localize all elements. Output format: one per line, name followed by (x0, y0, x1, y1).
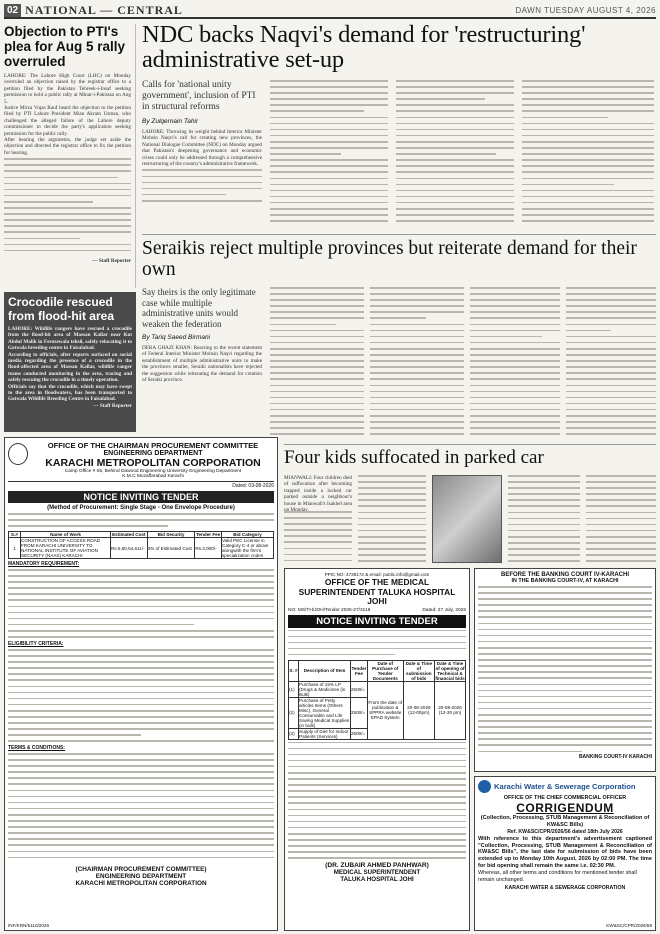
kmc-dated: Dated: 03-08-2026 (232, 483, 274, 489)
kmc-ad-header (8, 441, 274, 482)
four-kids-photo (432, 475, 502, 563)
ms-cell-sn-3: (3) (289, 728, 299, 739)
ms-cell-sn-1: (1) (289, 681, 299, 697)
lead-headline: NDC backs Naqvi's demand for 'restructuring' administrative set-up (142, 21, 586, 73)
ms-ref-row (288, 608, 466, 613)
lead-column-2 (270, 80, 388, 228)
kmc-mandatory-heading: MANDATORY REQUIREMENT: (8, 561, 80, 567)
kmc-cell-fee: Rs.3,000/- (195, 538, 222, 559)
kmc-th-cost: Estimated Cost (112, 532, 146, 537)
lead-deck: Calls for 'national unity government', inclusion of PTI in structural reforms (142, 80, 256, 112)
crocodile-body: LAHORE: Wildlife rangers have rescued a crocodile from the flood-hit area of Massan Kallar near Kot Abdul Malik in Ferozewala tehsil, safely relocating it to Gatwala breeding centre in Faisalabad. (8, 326, 132, 352)
crocodile-box (4, 292, 136, 432)
ms-signature-block (288, 862, 466, 883)
bank-court-sign: BANKING COURT-IV KARACHI (578, 754, 652, 760)
seraiki-column-3 (370, 287, 464, 441)
left-story-byline: — Staff Reporter (92, 258, 131, 265)
seraiki-column-4 (470, 287, 560, 441)
kwsc-footer: KW&SC/CPR/2026/58 (606, 923, 652, 928)
ms-no: NO: MS/TH/JOH/Tender 2026-27/3119 (288, 607, 371, 613)
kmc-cell-sn: 1 (9, 538, 21, 559)
section-title: NATIONAL — CENTRAL (25, 2, 183, 17)
bank-court-ad (474, 568, 656, 772)
ms-th-fee: Tender Fee (351, 660, 368, 681)
seraiki-story (142, 234, 656, 444)
seraiki-deck: Say theirs is the only legitimate case while multiple administrative units would weaken the federation (142, 287, 256, 329)
left-story-headline: Objection to PTI's plea for Aug 5 rally overruled (4, 24, 126, 69)
kwsc-signer: KARACHI WATER & SEWERAGE CORPORATION (504, 884, 626, 891)
kmc-intro-text (8, 513, 274, 529)
seraiki-deck-column (142, 287, 262, 383)
kmc-eligibility-text (8, 649, 274, 745)
kmc-th-work: Name of Work (21, 532, 111, 538)
kmc-th-category: Bid Category (222, 532, 274, 538)
ms-signer-title: MEDICAL SUPERINTENDENT (333, 868, 421, 876)
kwsc-logo (478, 780, 491, 793)
kmc-mandatory-text (8, 569, 274, 641)
ms-table-header-row (289, 660, 466, 681)
ms-cell-sn-2: (2) (289, 697, 299, 728)
table-row (9, 538, 274, 559)
lead-column-4 (522, 80, 654, 228)
ms-cell-desc-3: Supply of Diet for Indoor Patients (Services) (299, 728, 349, 739)
kwsc-office: OFFICE OF THE CHIEF COMMERCIAL OFFICER (503, 795, 627, 801)
lead-body: LAHORE: Throwing its weight behind Interior Minister Mohsin Naqvi's call for creating new provinces, the National Dialogue Committee (NDC) on Monday argued that Pakistan's deepening governance and economic crises could only be addressed through a comprehensive restructuring of the country's administrative framework. (142, 129, 262, 168)
ms-date: Dated: 27 July, 2026 (422, 607, 466, 613)
ms-office: OFFICE OF THE MEDICAL SUPERINTENDENT TALUKA HOSPITAL JOHI (298, 577, 456, 606)
kmc-office: OFFICE OF THE CHAIRMAN PROCUREMENT COMMITTEE (47, 441, 259, 450)
four-kids-col-1-more (284, 511, 352, 565)
seraiki-column-5 (566, 287, 656, 441)
four-kids-story (284, 444, 656, 566)
kmc-ref: INF/KRN/5110/2026 (8, 923, 50, 928)
lead-byline: By Zulqernain Tahir (142, 118, 199, 125)
lead-story (142, 22, 656, 230)
ms-th-desc: Description of Item (299, 660, 351, 681)
kmc-dept: ENGINEERING DEPARTMENT (103, 450, 203, 457)
kmc-th-security: Bid Security (147, 532, 195, 538)
bank-title: BEFORE THE BANKING COURT IV-KARACHI (500, 572, 629, 578)
seraiki-headline: Seraikis reject multiple provinces but reiterate demand for their own (142, 238, 637, 280)
ms-ppic: PPIC NO: 4739172 & email: public.info@gmail.com (324, 572, 430, 577)
kwsc-header (478, 780, 652, 793)
left-story-more-text (4, 158, 131, 258)
ms-cell-fee-3: 2500/= (351, 728, 368, 739)
kwsc-body2: Whereas, all other terms and conditions for mentioned tender shall remain unchanged. (478, 870, 637, 883)
crocodile-p3: Officials say that the crocodile, which may have swept to the area in floodwaters, has been transported to Gatwala Wildlife Breeding Centre in Faisalabad. (8, 383, 132, 403)
ms-cell-fee-1: 2500/= (351, 681, 368, 697)
four-kids-headline: Four kids suffocated in parked car (284, 447, 544, 468)
kmc-signature-block (8, 866, 274, 887)
crocodile-p2: According to officials, after reports surfaced on social media regarding the presence of a crocodile in the flood-affected area of Massan Kallar, wildlife ranger teams conducted monitoring in the area, tracing and safely rescuing the crocodile in a timely operation. (8, 351, 132, 384)
ms-cell-opening: 20-08-2026 (12-30 pm) (435, 681, 466, 739)
ms-intro-text (288, 630, 466, 658)
table-row (289, 681, 466, 697)
kmc-cell-category: Valid PEC License in Category C-4 or above alongwith the firm's specialization codes (222, 538, 274, 559)
kmc-address: Camp Office # 05, Behind Dawood Engineering University Engineering Department (64, 469, 242, 474)
paper-dateline: DAWN TUESDAY AUGUST 4, 2026 (515, 5, 656, 15)
kmc-logo (8, 443, 28, 465)
crocodile-headline: Crocodile rescued from flood-hit area (8, 295, 115, 323)
lead-deck-column (142, 80, 262, 209)
kmc-cell-work: CONSTRUCTION OF ACCESS ROAD FROM KARACHI UNIVERSITY TO NATIONAL INSTITUTE OF AVIATION SECURITY (NAAS) KARACHI (21, 538, 111, 559)
kmc-city: K.M.C Muzaffarabad Karachi (122, 474, 184, 479)
kwsc-title: CORRIGENDUM (516, 801, 614, 815)
ms-tender-ad (284, 568, 470, 931)
kmc-eligibility-heading: ELIGIBILITY CRITERIA: (8, 641, 64, 647)
kmc-signature-title: (CHAIRMAN PROCUREMENT COMMITTEE) (75, 866, 207, 873)
kwsc-ref: Ref. KW&SC/CPR/2026/56 dated 18th July 2026 (507, 829, 623, 836)
kmc-th-fee: Tender Fee (196, 532, 221, 537)
seraiki-column-2 (270, 287, 364, 441)
bank-sub: IN THE BANKING COURT-IV, AT KARACHI (511, 578, 619, 584)
ms-conditions-text (288, 742, 466, 860)
kwsc-org: Karachi Water & Sewerage Corporation (494, 782, 636, 791)
kmc-tender-ad (4, 437, 278, 931)
crocodile-byline: — Staff Reporter (93, 402, 132, 409)
four-kids-body: MIANWALI: Four children died of suffocation after becoming trapped inside a locked car parked outside a neighbour's house in Mianwali's Isakhel area (284, 475, 352, 507)
left-story-p3: After hearing the arguments, the judge set aside the objection and directed the registrar office to fix the petition for hearing. (4, 137, 131, 156)
ms-th-sn: S. # (289, 660, 299, 681)
kmc-signature-dept: ENGINEERING DEPARTMENT (95, 873, 187, 880)
left-story-p2: Justice Mirza Viqas Rauf heard the objection to the petition filed by PTI Lahore President Mian Akram Usman, who challenged the alleged failure of the Lahore deputy commissioner to decide the party's application seeking permission for the public rally. (4, 105, 131, 137)
left-story (4, 24, 136, 288)
kmc-cell-security: 3% of Estimated Cost (147, 538, 195, 559)
ms-th-opening: Date & Time of opening of Technical & financial bids (435, 660, 465, 681)
ms-th-purchase: Date of Purchase of Tender Documents (367, 660, 403, 681)
ms-signer: (DR. ZUBAIR AHMED PANHWAR) (325, 861, 429, 869)
ms-cell-desc-1: Purchase of 15% LP (Drugs & Medicines (in Bulk) (299, 681, 351, 697)
kmc-notice-title: NOTICE INVITING TENDER (8, 491, 274, 503)
four-kids-col-3 (508, 475, 580, 565)
kwsc-corrigendum-ad (474, 776, 656, 931)
kmc-terms-heading: TERMS & CONDITIONS: (8, 745, 65, 751)
kmc-terms-text (8, 753, 274, 865)
kmc-org: KARACHI METROPOLITAN CORPORATION (45, 457, 261, 469)
kmc-signature-org: KARACHI METROPOLITAN CORPORATION (75, 880, 207, 887)
ms-signer-place: TALUKA HOSPITAL JOHI (340, 875, 414, 883)
seraiki-body: DERA GHAZI KHAN: Reacting to the recent statement of Federal Interior Minister Mohsin Naqvi regarding the establishment of multiple administrative units to make the provinces smaller, Seraiki nationalists have rejected the suggestion while reiterating the demand for creation of Seraiki province. (142, 345, 262, 384)
kmc-th-sn: S.# (9, 532, 21, 538)
kmc-tender-table (8, 531, 274, 559)
lead-column-3 (396, 80, 514, 228)
ms-cell-purchase: From the date of publication & SPPRA website EPAD System (367, 681, 403, 739)
ms-cell-fee-2: 2500/= (351, 697, 368, 728)
ms-cell-desc-2: Purchase of Petty articles Items (Others Misc), General Consumable and Life Saving Medical Supplies (in bulk) (299, 697, 350, 728)
kwsc-body: With reference to this department's advertisement captioned "Collection, Processing, STUB Management & Reconciliation of KW&SC Bills", the last date for submission of bids have been extended up to Monday 10th August, 2026 by 02:00 PM. The time for bid opening shall remain the same i.e. 02:30 PM. (478, 836, 652, 869)
ms-tender-table (288, 660, 466, 740)
ms-notice-title: NOTICE INVITING TENDER (288, 615, 466, 628)
page-number: 02 (4, 4, 21, 17)
seraiki-byline: By Tariq Saeed Birmani (142, 334, 211, 341)
four-kids-col-2 (358, 475, 426, 565)
kmc-method: (Method of Procurement: Single Stage - One Envelope Procedure) (47, 505, 235, 511)
kmc-cell-cost: Rs.9,60,54,611/- (111, 538, 148, 559)
ms-th-submission: Date & Time of submission of bids (403, 660, 434, 681)
left-story-body: LAHORE: The Lahore High Court (LHC) on Monday overruled an objection raised by the registrar office to a petition filed by the Pakistan Tehreek-i-Insaf seeking permission to hold a public rally at Minar-i-Pakistan on Aug 5. (4, 73, 131, 105)
page-header (4, 3, 656, 19)
ms-cell-submission: 20-08-2026 (12-00pm) (403, 681, 434, 739)
kwsc-subtitle: (Collection, Processing, STUB Management & Reconciliation of KW&SC Bills) (480, 815, 650, 828)
bank-notice-text (478, 586, 652, 754)
lead-body-more (142, 169, 262, 209)
four-kids-col-4 (586, 475, 656, 565)
